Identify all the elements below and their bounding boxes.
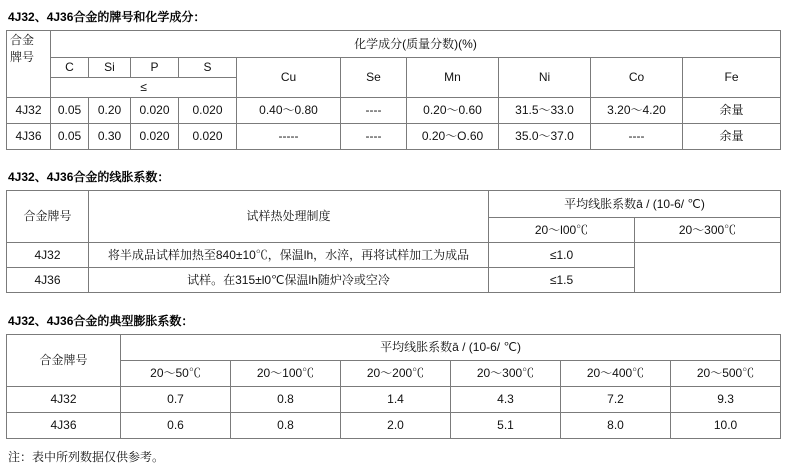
cell-co: ---- <box>591 124 683 150</box>
cell-s: 0.020 <box>179 124 237 150</box>
col-header-heat-treatment: 试样热处理制度 <box>89 191 489 243</box>
cell-mn: 0.20～O.60 <box>407 124 499 150</box>
diagonal-header <box>7 31 50 97</box>
group-header-chemical: 化学成分(质量分数)(%) <box>51 31 781 58</box>
row-header-alloy: 4J32 <box>7 243 89 268</box>
sub-col-header-20-100: 20～100℃ <box>231 361 341 387</box>
section-title-expansion-coefficient: 4J32、4J36合金的线胀系数： <box>8 170 170 184</box>
cell-expansion-20-100: ≤1.5 <box>489 268 635 293</box>
col-header-s: S <box>179 58 237 78</box>
typical-expansion-table <box>6 334 781 439</box>
col-header-ni: Ni <box>499 58 591 98</box>
cell-p: 0.020 <box>131 124 179 150</box>
col-header-se: Se <box>341 58 407 98</box>
sub-col-header-20-100: 20～l00℃ <box>489 218 635 243</box>
corner-header-cell <box>7 31 51 98</box>
col-header-c: C <box>51 58 89 78</box>
corner-bottom-label: 牌号 <box>10 50 35 64</box>
col-header-fe: Fe <box>683 58 781 98</box>
cell-si: 0.30 <box>89 124 131 150</box>
cell-s: 0.020 <box>179 98 237 124</box>
table-row <box>7 98 781 124</box>
cell-value-20-200: 1.4 <box>341 387 451 413</box>
col-header-alloy: 合金牌号 <box>7 191 89 243</box>
cell-cu: 0.40～0.80 <box>237 98 341 124</box>
cell-cu: ----- <box>237 124 341 150</box>
less-than-equal-symbol: ≤ <box>51 78 237 98</box>
sub-col-header-20-300: 20～300℃ <box>451 361 561 387</box>
cell-mn: 0.20～0.60 <box>407 98 499 124</box>
cell-se: ---- <box>341 124 407 150</box>
cell-value-20-50: 0.6 <box>121 413 231 439</box>
row-header-alloy: 4J32 <box>7 387 121 413</box>
row-header-alloy: 4J36 <box>7 124 51 150</box>
table-row <box>7 31 781 58</box>
row-header-alloy: 4J36 <box>7 268 89 293</box>
cell-value-20-100: 0.8 <box>231 413 341 439</box>
col-header-alloy: 合金牌号 <box>7 335 121 387</box>
cell-value-20-300: 4.3 <box>451 387 561 413</box>
table-row <box>7 361 781 387</box>
sub-col-header-20-300: 20～300℃ <box>635 218 781 243</box>
group-header-avg-expansion: 平均线胀系数ā / (10-6/ ℃) <box>489 191 781 218</box>
cell-ni: 31.5～33.0 <box>499 98 591 124</box>
cell-heat-treatment-line2: 试样。在315±l0℃保温lh随炉冷或空冷 <box>89 268 489 293</box>
row-header-alloy: 4J32 <box>7 98 51 124</box>
cell-value-20-400: 8.0 <box>561 413 671 439</box>
col-header-p: P <box>131 58 179 78</box>
corner-top-label: 合金 <box>10 33 35 47</box>
cell-expansion-20-300 <box>635 243 781 293</box>
sub-col-header-20-500: 20～500℃ <box>671 361 781 387</box>
cell-value-20-500: 10.0 <box>671 413 781 439</box>
sub-col-header-20-400: 20～400℃ <box>561 361 671 387</box>
cell-ni: 35.0～37.0 <box>499 124 591 150</box>
cell-fe: 余量 <box>683 98 781 124</box>
cell-c: 0.05 <box>51 124 89 150</box>
row-header-alloy: 4J36 <box>7 413 121 439</box>
group-header-avg-expansion: 平均线胀系数ā / (10-6/ ℃) <box>121 335 781 361</box>
table-row <box>7 191 781 218</box>
section-title-composition: 4J32、4J36合金的牌号和化学成分： <box>8 10 206 24</box>
cell-value-20-500: 9.3 <box>671 387 781 413</box>
col-header-si: Si <box>89 58 131 78</box>
chemical-composition-table <box>6 30 781 150</box>
sub-col-header-20-200: 20～200℃ <box>341 361 451 387</box>
cell-value-20-400: 7.2 <box>561 387 671 413</box>
table-row <box>7 58 781 78</box>
cell-p: 0.020 <box>131 98 179 124</box>
sub-col-header-20-50: 20～50℃ <box>121 361 231 387</box>
table-row <box>7 124 781 150</box>
col-header-co: Co <box>591 58 683 98</box>
col-header-cu: Cu <box>237 58 341 98</box>
cell-value-20-100: 0.8 <box>231 387 341 413</box>
table-row <box>7 387 781 413</box>
table-row <box>7 413 781 439</box>
footnote: 注：表中所列数据仅供参考。 <box>8 450 165 464</box>
cell-value-20-50: 0.7 <box>121 387 231 413</box>
cell-fe: 余量 <box>683 124 781 150</box>
cell-si: 0.20 <box>89 98 131 124</box>
cell-c: 0.05 <box>51 98 89 124</box>
cell-expansion-20-100: ≤1.0 <box>489 243 635 268</box>
cell-se: ---- <box>341 98 407 124</box>
cell-value-20-200: 2.0 <box>341 413 451 439</box>
cell-value-20-300: 5.1 <box>451 413 561 439</box>
section-title-typical-expansion: 4J32、4J36合金的典型膨胀系数： <box>8 314 194 328</box>
table-row <box>7 335 781 361</box>
table-row <box>7 243 781 268</box>
col-header-mn: Mn <box>407 58 499 98</box>
linear-expansion-table <box>6 190 781 293</box>
cell-co: 3.20～4.20 <box>591 98 683 124</box>
cell-heat-treatment-line1: 将半成品试样加热至840±10℃，保温lh，水淬，再将试样加工为成品 <box>89 243 489 268</box>
